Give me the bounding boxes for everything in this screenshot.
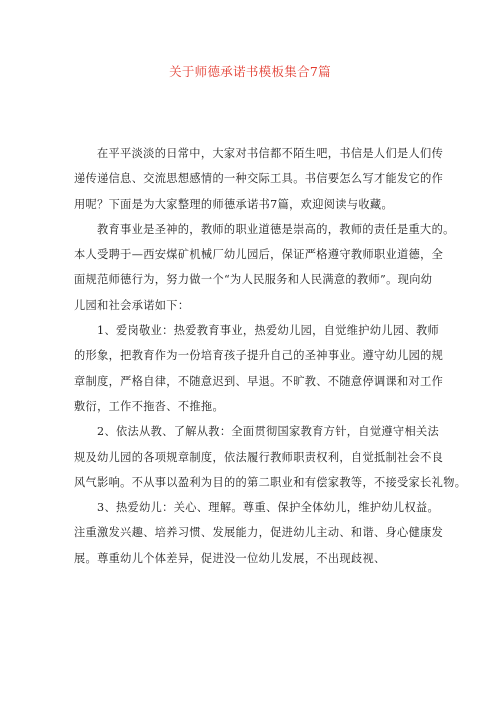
document-title: 关于师德承诺书模板集合7篇 (169, 64, 331, 79)
text-line: 展。尊重幼儿个体差异，促进没一位幼儿发展，不出现歧视、 (74, 551, 386, 565)
text-line: 2、依法从教、了解从教：全面贯彻国家教育方针，自觉遵守相关法 (97, 425, 440, 439)
text-line: 本人受聘于—西安煤矿机械厂幼儿园后，保证严格遵守教师职业道德，全 (74, 248, 444, 262)
text-line: 1、爱岗敬业：热爱教育事业，热爱幼儿园，自觉维护幼儿园、教师 (97, 324, 440, 338)
text-line: 敷衍，工作不拖沓、不推拖。 (74, 399, 224, 413)
document-body (74, 141, 467, 571)
text-line: 的形象，把教育作为一份培育孩子提升自己的圣神事业。遵守幼儿园的规 (74, 349, 444, 363)
text-line: 在平平淡淡的日常中，大家对书信都不陌生吧，书信是人们是人们传 (97, 147, 444, 160)
text-line: 递传递信息、交流思想感情的一种交际工具。书信要怎么写才能发它的作 (74, 172, 444, 186)
text-line: 3、热爱幼儿：关心、理解。尊重、保护全体幼儿，维护幼儿权益。 (97, 501, 440, 515)
paragraph-preamble (74, 217, 455, 318)
paragraph-intro (74, 141, 444, 217)
text-line: 风气影响。不从事以盈利为目的的第二职业和有偿家教等，不接受家长礼物。 (74, 475, 467, 489)
paragraph-item-1 (74, 318, 444, 419)
paragraph-item-2 (74, 419, 467, 495)
text-line: 注重激发兴趣、培养习惯、发展能力，促进幼儿主动、和谐、身心健康发 (74, 526, 444, 540)
text-line: 面规范师德行为，努力做一个“为人民服务和人民满意的教师”。现向幼 (74, 273, 433, 287)
paragraph-item-3 (74, 495, 444, 571)
text-line: 教育事业是圣神的，教师的职业道德是崇高的，教师的责任是重大的。 (97, 222, 455, 236)
text-line: 规及幼儿园的各项规章制度，依法履行教师职责权利，自觉抵制社会不良 (74, 450, 444, 464)
text-line: 章制度，严格自律，不随意迟到、早退。不旷教、不随意停调课和对工作 (74, 374, 444, 388)
text-line: 用呢？下面是为大家整理的师德承诺书7篇，欢迎阅读与收藏。 (74, 197, 393, 211)
text-line: 儿园和社会承诺如下： (74, 298, 190, 312)
